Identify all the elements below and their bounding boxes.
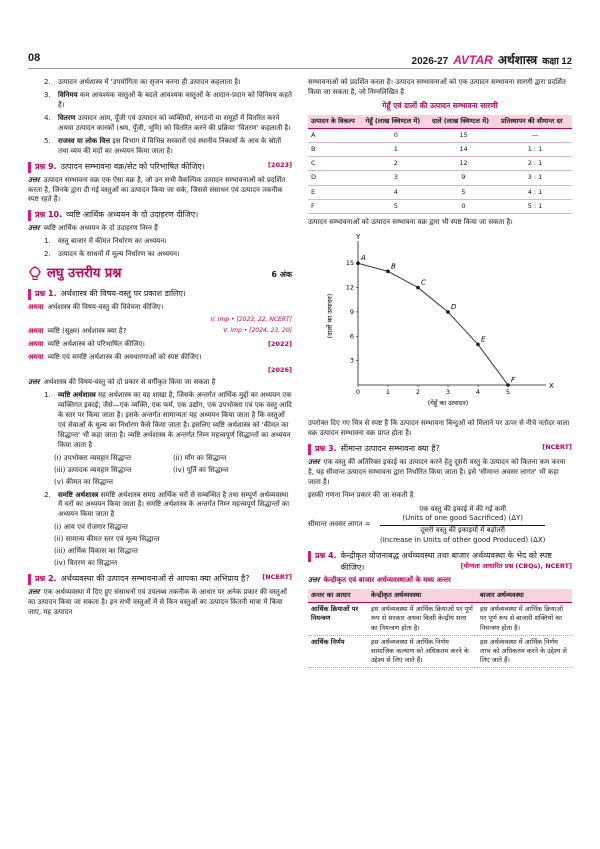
table-cell: 5 [429, 185, 498, 199]
table-row: आर्थिक क्रियाओं पर नियन्त्रण इस अर्थव्यवस्था में आर्थिक क्रियाओं पर पूर्ण रूप से सरकार अथवा किसी केन्द्रीय सत्ता का नियन्त्रण होता है। इस अर्थव्यवस्था में आर्थिक क्रियाओं पर पूर्ण रूप से बाजारी शक्तियों का नियन्त्रण होता है। [308, 603, 572, 636]
alt-question: अथवा अर्थशास्त्र की विषय-वस्तु की विवेचना कीजिए। [28, 302, 164, 311]
header-year: 2026-27 [411, 56, 449, 67]
table-row: आर्थिक निर्णय इस अर्थव्यवस्था में आर्थिक निर्णय सामाजिक कल्याण को अधिकतम करने के उद्देश्य से लिए जाते हैं। इस अर्थव्यवस्था में आर्थिक निर्णय लाभ को अधिकतम करने के उद्देश्य से लिए जाते हैं। [308, 635, 572, 668]
alt-question: अथवा व्यष्टि अर्थशास्त्र को परिभाषित कीजिए। [2022] [28, 340, 292, 349]
table-cell: 5 : 1 [498, 199, 572, 213]
header-subject: अर्थशास्त्र [497, 53, 538, 67]
x-tick-label: 5 [505, 387, 511, 396]
list-item: 5. राजस्व या लोक वित्त इस विभाग में विभिन्न सरकारों एवं स्थानीय निकायों के आय के स्रोतों तथा व्यय की मदों का अध्ययन किया जाता है। [44, 136, 282, 155]
table-cell: 12 [429, 157, 498, 171]
x-tick-label: 0 [355, 387, 361, 396]
question-2: प्रश्न 2. अर्थव्यवस्था की उत्पादन सम्भावनाओं से आपका क्या अभिप्राय है? [NCERT] [28, 573, 292, 585]
header-rule [28, 68, 572, 69]
list-item: 1. वस्तु बाजार में कीमत निर्धारण का अध्ययन। [44, 237, 167, 246]
table-cell: 9 [429, 171, 498, 185]
table-cell: 14 [429, 142, 498, 156]
table-row [308, 142, 572, 156]
section-marks: 6 अंक [271, 269, 292, 279]
question-4: प्रश्न 4. केन्द्रीकृत योजनाबद्ध अर्थव्यवस्था तथा बाजार अर्थव्यवस्था के भेद को स्पष्ट कीजिए। [योग्यता आधारित प्रश्न (CBQs), NCERT] [308, 550, 572, 573]
comparison-table [308, 589, 572, 669]
page-number: 08 [28, 52, 41, 64]
answer-10-list [44, 237, 292, 260]
y-tick-label: 12 [345, 283, 354, 292]
question-marker [28, 210, 31, 221]
table-cell: A [308, 128, 363, 142]
y-tick-label: 15 [345, 259, 354, 268]
x-tick-label: 3 [445, 387, 451, 396]
top-list [44, 78, 292, 157]
point-label: F [511, 375, 516, 384]
table-cell: 15 [429, 128, 498, 142]
alt-question-tag: [2026] [267, 365, 292, 374]
point-label: E [481, 335, 486, 344]
data-point [476, 343, 480, 347]
right-column [308, 78, 572, 668]
table-cell: 1 [363, 142, 429, 156]
point-label: D [451, 302, 457, 311]
question-marker [308, 444, 311, 455]
graph-caption: उपरोक्त दिए गए चित्र से स्पष्ट है कि उत्पादन सम्भावना बिन्दुओं को मिलाने पर ऊपर से नीचे नतोदर वाला वक्र उत्पादन सम्भावना वक्र प्राप्त होता है। [308, 418, 570, 437]
data-point [356, 261, 360, 265]
alt-question: अथवा व्यष्टि एवं समष्टि अर्थशास्त्र की अवधारणाओं को स्पष्ट कीजिए। [28, 352, 202, 361]
micro-theories: (i) उपभोक्ता व्यवहार सिद्धान्त (ii) माँग का सिद्धान्त (iii) उत्पादक व्यवहार सिद्धान्त (iv) पूर्ति का सिद्धान्त (v) कीमत का सिद्धान्त [54, 453, 229, 486]
left-column [28, 78, 292, 621]
table-row [308, 157, 572, 171]
header-class: कक्षा 12 [542, 56, 572, 67]
data-point [386, 270, 390, 274]
list-item: 2. उत्पादन अर्थशास्त्र में 'उपयोगिता का सृजन करना ही उत्पादन कहलाता है। [44, 78, 241, 86]
question-marker [28, 574, 31, 585]
answer-1: उत्तर अर्थशास्त्र की विषय-वस्तु को दो प्रकार से वर्गीकृत किया जा सकता है [28, 378, 216, 387]
table-cell: 0 [429, 199, 498, 213]
answer-9: उत्तर उत्पादन सम्भावना वक्र एक ऐसा वक्र है, जो उन सभी वैकल्पिक उत्पादन सम्भावनाओं को प्रदर्शित करता है, जिनके द्वारा दी गई वस्तुओं का उत्पादन किया जा सके, जिससे संसाधन एवं उत्पादन तकनीक स्पष्ट रहते हैं। [28, 175, 286, 204]
table-cell: C [308, 157, 363, 171]
data-point [446, 310, 450, 314]
intro-text: सम्भावनाओं को प्रदर्शित करता है। उत्पादन सम्भावनाओं को एक उत्पादन सम्भावना सारणी द्वारा प्रदर्शित किया जा सकता है, जो निम्नलिखित है [308, 78, 566, 96]
list-item: 2. उत्पादन के साधनों में मूल्य निर्धारण का अध्ययन। [44, 250, 180, 259]
table-row [308, 185, 572, 199]
table-cell: — [498, 128, 572, 142]
table-cell: E [308, 185, 363, 199]
y-tick-label: 9 [349, 307, 354, 316]
y-axis-label: (दालों का उत्पादन) [326, 293, 334, 339]
question-3: प्रश्न 3. सीमान्त उत्पादन सम्भावना क्या है? [NCERT] [308, 443, 572, 455]
table-cell: 1 : 1 [498, 142, 572, 156]
table-cell: 5 [363, 199, 429, 213]
table-cell: 3 [363, 171, 429, 185]
question-1: प्रश्न 1. अर्थशास्त्र की विषय-वस्तु पर प्रकाश डालिए। [28, 288, 292, 300]
calc-note: इसकी गणना निम्न प्रकार की जा सकती है [308, 490, 414, 499]
list-item: 3. विनिमय कम आवश्यक वस्तुओं के बदले आवश्यक वस्तुओं के आदान-प्रदान को विनिमय कहते हैं। [44, 90, 292, 109]
point-label: A [361, 254, 366, 263]
section-heading [28, 265, 292, 283]
ppf-curve [358, 263, 508, 385]
x-axis-letter: X [549, 381, 554, 390]
answer-3: उत्तर एक वस्तु की अतिरिक्त इकाई का उत्पादन करने हेतु दूसरी वस्तु के उत्पादन को कितना कम करना है, यह सीमान्त उत्पादन सम्भावना द्वारा निर्धारित किया जाता है। इसे 'सीमान्त अवसर लागत' भी कहा जाता है। [308, 457, 566, 486]
table-cell: 4 : 1 [498, 185, 572, 199]
table-title: गेहूँ एवं दालों की उत्पादन सम्भावना सारणी [382, 100, 498, 110]
table-row [308, 199, 572, 213]
list-item: 4. वितरण उत्पादन आय, पूँजी एवं उत्पादन को व्यक्तियों, संगठनों या समूहों में वितरित करने अथवा उत्पादन कारकों (श्रम, पूँजी, भूमि) को वितरित करने की प्रक्रिया 'वितरण' कहलाती है। [44, 113, 291, 132]
question-10: प्रश्न 10. व्यष्टि आर्थिक अध्ययन के दो उदाहरण दीजिए। [28, 209, 292, 221]
ppf-chart [308, 233, 572, 413]
answer-4: उत्तर केन्द्रीकृत एवं बाजार अर्थव्यवस्थाओं के मध्य अन्तर [308, 576, 451, 585]
list-item: 1. व्यष्टि अर्थशास्त्र यह अर्थशास्त्र का वह शाखा है, जिसके अन्तर्गत आर्थिक मुद्दों का अध्ययन एक व्यक्तिगत इकाई; जैसे—एक व्यक्ति, एक फर्म, एक उद्योग, एक उपभोक्ता एवं एक वस्तु आदि के स्तर पर किया जाता है। इसके अन्तर्गत सामान्यतः यह अध्ययन किया जाता है कि वस्तुओं एवं सेवाओं के मूल्य का निर्धारण कैसे किया जाता है। इसलिए व्यष्टि अर्थशास्त्र को 'कीमत का सिद्धान्त' भी कहा जाता है। व्यष्टि अर्थशास्त्र के अन्तर्गत निम्न महत्त्वपूर्ण सिद्धान्तों का अध्ययन किया जाता है [44, 391, 292, 449]
question-9: प्रश्न 9. उत्पादन सम्भावना वक्र/सेट को परिभाषित कीजिए। [2023] [28, 161, 292, 173]
list-item: 2. समष्टि अर्थशास्त्र समष्टि अर्थशास्त्र समग्र आर्थिक चरों से सम्बन्धित है तथा सम्पूर्ण अर्थव्यवस्था में चरों का अध्ययन किया जाता है। समष्टि अर्थशास्त्र के अन्तर्गत निम्न महत्त्वपूर्ण सिद्धान्तों का अध्ययन किया जाता है [44, 490, 290, 519]
point-label: B [391, 262, 396, 271]
alt-question: अथवा व्यष्टि (सूक्ष्म) अर्थशास्त्र क्या है? V. Imp • [2024, 23, 20] [28, 327, 292, 336]
table-row [308, 171, 572, 185]
data-point [506, 383, 510, 387]
y-tick-label: 6 [349, 332, 354, 341]
page-header [412, 52, 572, 69]
lightbulb-icon [28, 266, 42, 282]
table-cell: D [308, 171, 363, 185]
table-cell: 3 : 1 [498, 171, 572, 185]
table-cell: 2 : 1 [498, 157, 572, 171]
question-marker [28, 289, 31, 300]
formula: सीमान्त अवसर लागत = एक वस्तु की इकाई में की गई कमी (Units of one good Sacrificed) (ΔY) दूसरी वस्तु की इकाइयों में बढ़ोतरी (Increase in Units of other good Produced) (ΔX) [308, 504, 546, 545]
question-marker [28, 162, 31, 173]
x-tick-label: 1 [385, 387, 391, 396]
brand-logo: AVTAR [453, 53, 493, 67]
table-cell: 0 [363, 128, 429, 142]
alt-question-tag: V. Imp • [2023, 22, NCERT] [210, 315, 292, 323]
y-tick-label: 3 [349, 356, 354, 365]
table-header-row: अन्तर का आधार केन्द्रीकृत अर्थव्यवस्था बाजार अर्थव्यवस्था [308, 589, 572, 603]
x-tick-label: 4 [475, 387, 481, 396]
section-title: लघु उत्तरीय प्रश्न [47, 266, 122, 282]
point-label: C [421, 278, 426, 287]
question-marker [308, 551, 311, 562]
table-cell: 4 [363, 185, 429, 199]
macro-theories: (i) आय एवं रोजगार सिद्धान्त (ii) सामान्य कीमत स्तर एवं मूल्य सिद्धान्त (iii) आर्थिक विकास का सिद्धान्त (iv) वितरण का सिद्धान्त [54, 523, 160, 568]
answer-2: उत्तर एक अर्थव्यवस्था में दिए हुए संसाधनों एवं उपलब्ध तकनीक के आधार पर अनेक प्रकार की वस्तुओं का उत्पादन किया जा सकता है। इन सभी वस्तुओं में से किन वस्तुओं का उत्पादन कितनी मात्रा में किया जाए, यह उत्पादन [28, 588, 287, 616]
table-row [308, 128, 572, 142]
x-axis-label: (गेहूँ का उत्पादन) [427, 398, 469, 407]
x-tick-label: 2 [415, 387, 421, 396]
y-axis-letter: Y [356, 232, 361, 241]
table-cell: B [308, 142, 363, 156]
data-point [416, 286, 420, 290]
ppf-table [308, 115, 572, 215]
graph-intro: उत्पादन सम्भावनाओं को उत्पादन सम्भावना वक्र द्वारा भी स्पष्ट किया जा सकता है। [308, 218, 513, 227]
answer-10: उत्तर व्यष्टि आर्थिक अध्ययन के दो उदाहरण निम्न हैं [28, 224, 158, 233]
table-cell: F [308, 199, 363, 213]
table-header-row: उत्पादन के विकल्प गेहूँ (लाख क्विण्टल में) दालें (लाख क्विण्टल में) प्रतिस्थापन की सीमान्त दर [308, 115, 572, 129]
table-cell: 2 [363, 157, 429, 171]
